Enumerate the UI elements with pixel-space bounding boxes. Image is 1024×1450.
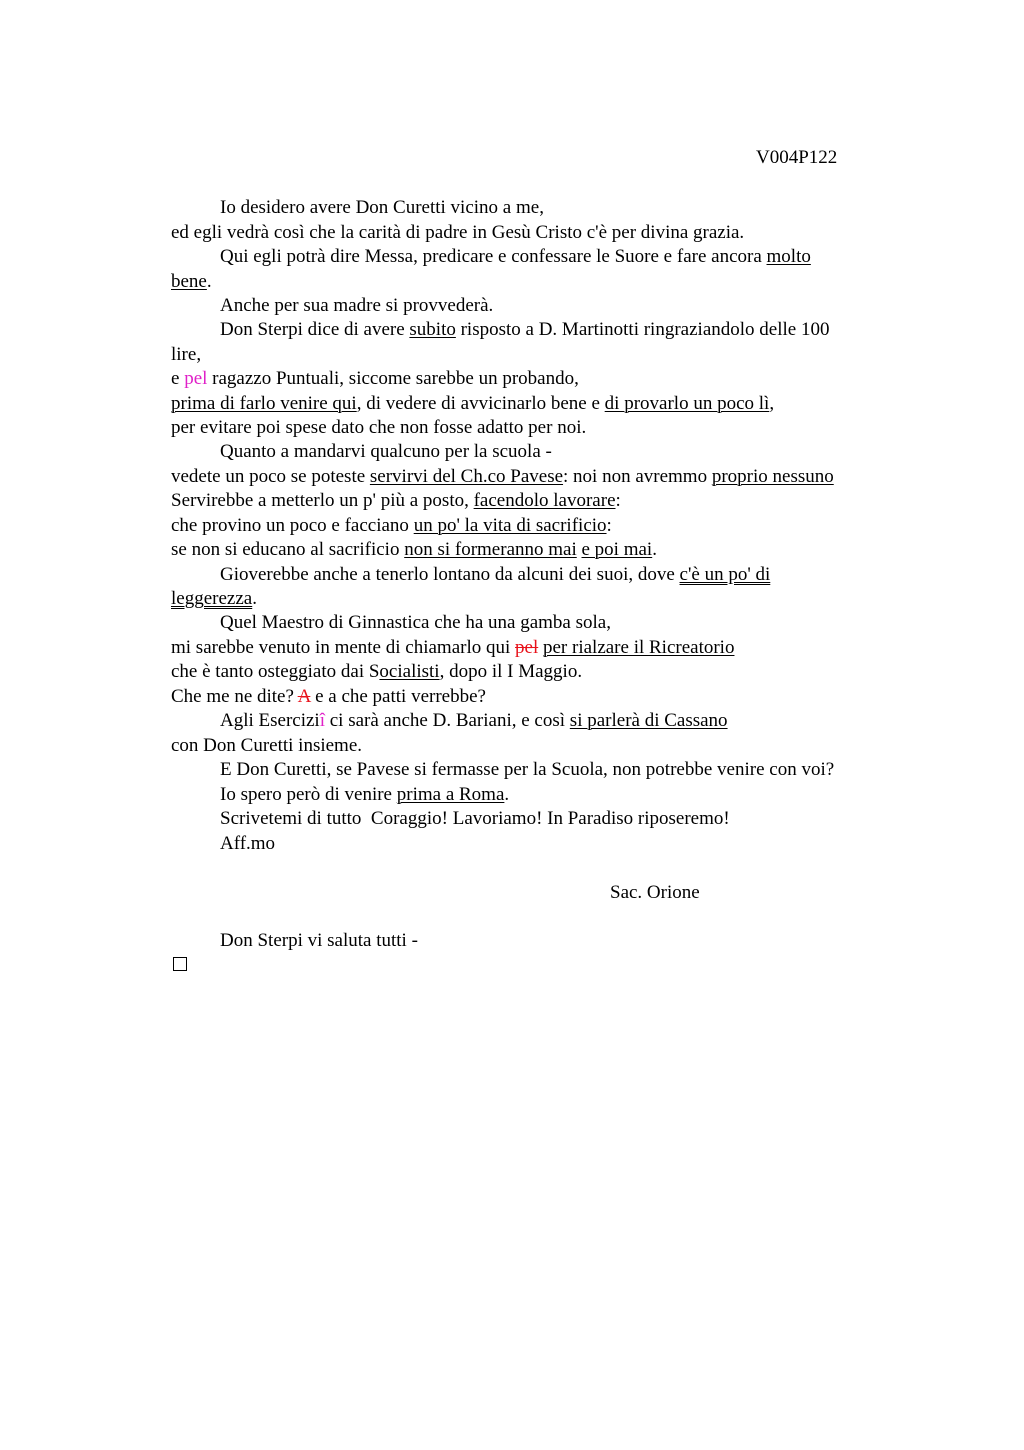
text-segment: vedete un poco se poteste — [171, 466, 370, 487]
text-segment: per evitare poi spese dato che non fosse adatto per noi. — [171, 417, 587, 438]
underlined-text: bene — [171, 271, 207, 292]
text-segment: Servirebbe a metterlo un p' più a posto, — [171, 490, 474, 511]
text-line — [171, 660, 582, 684]
text-line — [171, 587, 257, 611]
double-underlined-text: leggerezza — [171, 588, 253, 609]
text-line — [220, 318, 829, 342]
text-segment: . — [252, 588, 257, 609]
underlined-text: di provarlo un poco lì — [604, 393, 770, 414]
text-segment: che è tanto osteggiato dai S — [171, 661, 380, 682]
text-line — [171, 270, 212, 294]
signature: Sac. Orione — [610, 882, 700, 903]
text-segment: Io desidero avere Don Curetti vicino a me, — [220, 197, 544, 218]
text-segment: Anche per sua madre si provvederà. — [220, 295, 494, 316]
text-segment: . — [652, 539, 657, 560]
text-line — [220, 709, 728, 733]
text-segment: , di vedere di avvicinarlo bene e — [356, 393, 605, 414]
text-segment: ci sarà anche D. Bariani, e così — [325, 710, 570, 731]
text-segment: che provino un poco e facciano — [171, 515, 414, 536]
text-segment: Aff.mo — [220, 833, 276, 854]
text-line — [220, 611, 611, 635]
text-segment: : — [606, 515, 612, 536]
postscript: Don Sterpi vi saluta tutti - — [220, 930, 418, 951]
inserted-text: pel — [184, 368, 208, 389]
text-line — [220, 758, 834, 782]
underlined-text: prima di farlo venire qui — [171, 393, 357, 414]
text-line — [171, 465, 834, 489]
text-line — [171, 685, 486, 709]
underlined-text: e poi mai — [581, 539, 653, 560]
text-line — [220, 832, 275, 856]
text-line — [171, 343, 201, 367]
text-segment: risposto a D. Martinotti ringraziandolo delle 100 — [455, 319, 830, 340]
text-segment: ragazzo Puntuali, siccome sarebbe un probando, — [207, 368, 579, 389]
checkbox-square-icon — [173, 957, 187, 971]
text-line — [220, 783, 509, 807]
underlined-text: non si formeranno mai — [404, 539, 577, 560]
underlined-text: un po' la vita di sacrificio — [413, 515, 607, 536]
text-segment: ed egli vedrà così che la carità di padre in Gesù Cristo c'è per divina grazia. — [171, 222, 745, 243]
text-segment: mi sarebbe venuto in mente di chiamarlo qui — [171, 637, 516, 658]
document-code: V004P122 — [756, 147, 838, 168]
text-line — [220, 196, 544, 220]
text-segment: E Don Curetti, se Pavese si fermasse per la Scuola, non potrebbe venire con voi? — [220, 759, 835, 780]
text-segment: Don Sterpi dice di avere — [220, 319, 410, 340]
text-segment: : — [615, 490, 621, 511]
text-segment: e — [171, 368, 185, 389]
text-line — [220, 245, 811, 269]
text-segment: . — [206, 271, 212, 292]
text-line — [171, 636, 734, 660]
underlined-text: servirvi del Ch.co Pavese — [369, 466, 564, 487]
text-line — [171, 416, 586, 440]
text-line — [220, 294, 493, 318]
underlined-text: prima a Roma — [396, 784, 505, 805]
text-segment: , dopo il I Maggio. — [439, 661, 583, 682]
text-line — [171, 489, 621, 513]
text-line — [171, 734, 362, 758]
underlined-text: si parlerà di Cassano — [569, 710, 728, 731]
underlined-text: proprio nessuno — [711, 466, 834, 487]
underlined-text: subito — [409, 319, 456, 340]
text-line — [171, 221, 744, 245]
text-segment: Gioverebbe anche a tenerlo lontano da alcuni dei suoi, dove — [220, 564, 680, 585]
text-segment: : noi non avremmo — [563, 466, 712, 487]
text-line — [220, 440, 552, 464]
text-line — [220, 563, 770, 587]
text-segment: Io spero però di venire — [220, 784, 397, 805]
text-segment: con Don Curetti insieme. — [171, 735, 363, 756]
inserted-text: î — [319, 710, 325, 731]
text-segment: Che me ne dite? — [171, 686, 298, 707]
text-segment: Scrivetemi di tutto Coraggio! Lavoriamo! In Paradiso riposeremo! — [220, 808, 730, 829]
text-line — [171, 538, 657, 562]
text-segment: Agli Esercizi — [220, 710, 320, 731]
deleted-text: A — [297, 686, 311, 707]
text-line — [171, 514, 612, 538]
underlined-text: per rialzare il Ricreatorio — [542, 637, 735, 658]
text-segment: se non si educano al sacrificio — [171, 539, 405, 560]
text-segment: Qui egli potrà dire Messa, predicare e confessare le Suore e fare ancora — [220, 246, 767, 267]
text-segment: . — [504, 784, 510, 805]
double-underlined-text: c'è un po' di — [679, 564, 771, 585]
text-segment: , — [769, 393, 775, 414]
text-segment: e a che patti verrebbe? — [310, 686, 486, 707]
underlined-text: molto — [766, 246, 811, 267]
text-line — [171, 367, 579, 391]
underlined-text: facendolo lavorare — [473, 490, 616, 511]
text-line — [171, 392, 774, 416]
underlined-text: ocialisti — [379, 661, 440, 682]
text-segment: Quanto a mandarvi qualcuno per la scuola - — [220, 441, 552, 462]
text-line — [220, 807, 730, 831]
deleted-text: pel — [515, 637, 539, 658]
text-segment: Quel Maestro di Ginnastica che ha una gamba sola, — [220, 612, 611, 633]
text-segment: lire, — [171, 344, 202, 365]
